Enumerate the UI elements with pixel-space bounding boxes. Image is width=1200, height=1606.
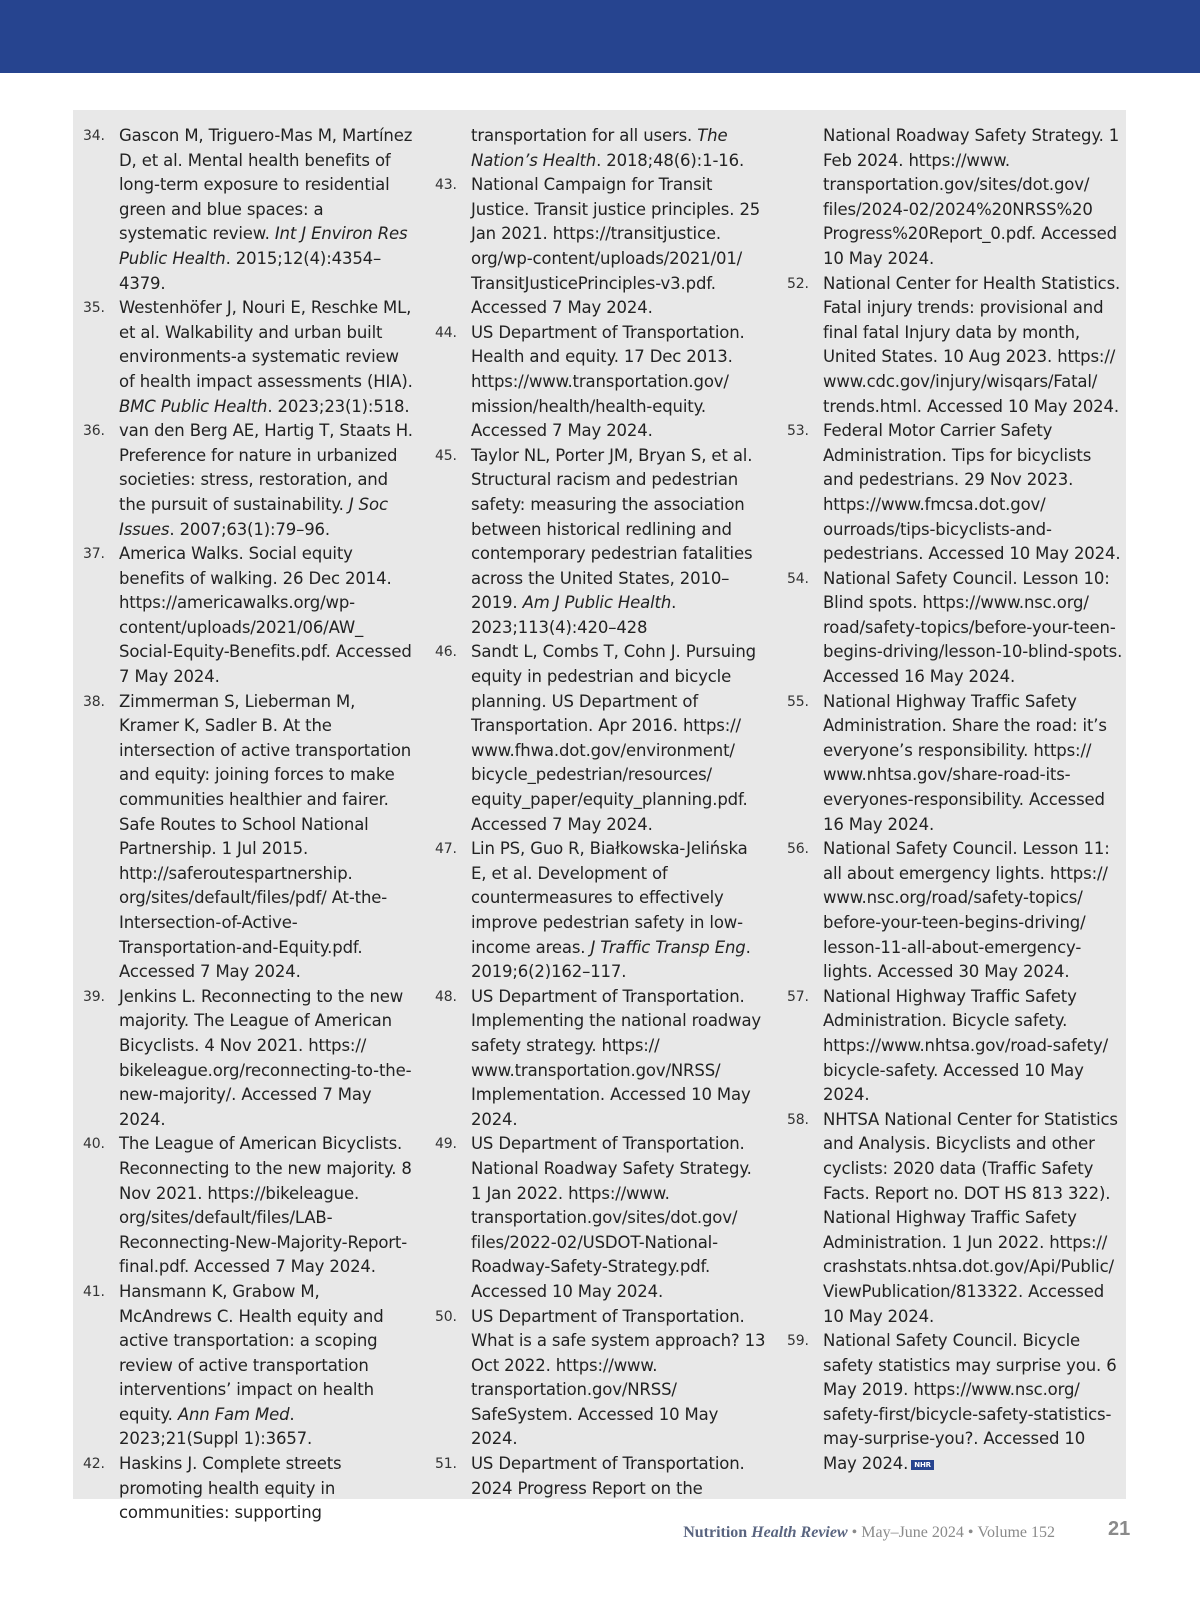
- reference-text-part: Hansmann K, Grabow M, McAndrews C. Health equity and active transportation: a scoping review of active transportation interventions’ impact on health equity.: [119, 1281, 384, 1424]
- reference-number: 55.: [787, 693, 809, 710]
- reference-text: [823, 690, 1123, 838]
- references-panel: [73, 110, 1126, 1523]
- reference-text-part: US Department of Transportation. Implementing the national roadway safety strategy. https:// www.transportation.gov/NRSS/ Implementation. Accessed 10 May 2024.: [471, 986, 762, 1129]
- reference-text-part: Sandt L, Combs T, Cohn J. Pursuing equity in pedestrian and bicycle planning. US Department of Transportation. Apr 2016. https:// www.fhwa.dot.gov/environment/ bicycle_pedestrian/resources/ equity_paper/equity_planning.pdf. Accessed 7 May 2024.: [471, 642, 756, 834]
- reference-number: 54.: [787, 570, 809, 587]
- reference-text-part: Gascon M, Triguero-Mas M, Martínez D, et al. Mental health benefits of long-term exposure to residential green and blue spaces: a systematic review.: [119, 126, 413, 244]
- reference-text-part: America Walks. Social equity benefits of walking. 26 Dec 2014. https://americawalks.org/wp-content/uploads/2021/06/AW_ Social-Equity-Benefits.pdf. Accessed 7 May 2024.: [119, 544, 412, 687]
- reference-text-part: US Department of Transportation. National Roadway Safety Strategy. 1 Jan 2022. https://www. transportation.gov/sites/dot.gov/ files/2022-02/USDOT-National-Roadway-Safety-Strategy.pdf. Accessed 10 May 2024.: [471, 1134, 752, 1301]
- reference-text: [471, 985, 767, 1133]
- reference-text: [119, 124, 415, 296]
- journal-name: The Nation’s Health: [471, 126, 728, 170]
- reference-continuation: [787, 124, 1123, 272]
- reference-text: [119, 690, 415, 985]
- reference-text: [471, 444, 767, 641]
- reference-item: [787, 1329, 1123, 1477]
- reference-text: [823, 837, 1123, 985]
- reference-number: 56.: [787, 841, 809, 858]
- reference-item: [435, 444, 767, 641]
- header-color-band: [0, 0, 1200, 73]
- reference-text-part: US Department of Transportation. What is a safe system approach? 13 Oct 2022. https://www. transportation.gov/NRSS/ SafeSystem. Accessed 10 May 2024.: [471, 1306, 766, 1449]
- reference-text-part: National Safety Council. Bicycle safety statistics may surprise you. 6 May 2019. https://www.nsc.org/ safety-first/bicycle-safety-statistics-may-surprise-you?. Accessed 10 May 2024.: [823, 1331, 1117, 1474]
- reference-text: [471, 173, 767, 321]
- journal-title: [683, 1524, 847, 1541]
- reference-item: [83, 985, 415, 1133]
- reference-number: 40.: [83, 1136, 105, 1153]
- reference-text: [823, 567, 1123, 690]
- reference-text: [823, 1108, 1123, 1329]
- reference-item: [83, 542, 415, 690]
- journal-name: Am J Public Health: [522, 593, 672, 613]
- journal-title-prefix: Nutrition: [683, 1524, 748, 1541]
- reference-text: [119, 542, 415, 690]
- reference-text: [471, 837, 767, 985]
- reference-number: 36.: [83, 423, 105, 440]
- reference-number: 46.: [435, 644, 457, 661]
- reference-item: [83, 124, 415, 296]
- reference-number: 59.: [787, 1333, 809, 1350]
- reference-text-part: transportation for all users.: [471, 126, 698, 145]
- footer-separator: •: [967, 1524, 974, 1541]
- reference-item: [435, 1132, 767, 1304]
- reference-text-part: Westenhöfer J, Nouri E, Reschke ML, et al. Walkability and urban built environments-a systematic review of health impact assessments (HIA).: [119, 298, 413, 391]
- page-footer: [0, 1524, 1055, 1542]
- reference-number: 58.: [787, 1111, 809, 1128]
- reference-item: [787, 985, 1123, 1108]
- reference-item: [435, 1452, 767, 1501]
- reference-item: [435, 321, 767, 444]
- reference-item: [83, 296, 415, 419]
- reference-text-part: Jenkins L. Reconnecting to the new majority. The League of American Bicyclists. 4 Nov 2021. https:// bikeleague.org/reconnecting-to-the-new-majority/. Accessed 7 May 2024.: [119, 986, 412, 1129]
- reference-number: 34.: [83, 128, 105, 144]
- reference-number: 53.: [787, 423, 809, 440]
- reference-text: [119, 1132, 415, 1280]
- reference-item: [83, 419, 415, 542]
- reference-item: [787, 272, 1123, 420]
- reference-text-part: National Safety Council. Lesson 11: all about emergency lights. https:// www.nsc.org/road/safety-topics/ before-your-teen-begins-driving/ lesson-11-all-about-emergency-lights. Accessed 30 May 2024.: [823, 839, 1110, 982]
- reference-number: 37.: [83, 546, 105, 563]
- reference-item: [83, 1452, 415, 1526]
- reference-text-part: Haskins J. Complete streets promoting health equity in communities: supporting: [119, 1454, 342, 1523]
- reference-text: [471, 640, 767, 837]
- reference-item: [435, 640, 767, 837]
- reference-text-part: . 2015;12(4):4354–4379.: [119, 248, 382, 293]
- reference-item: [435, 837, 767, 985]
- reference-number: 41.: [83, 1283, 105, 1300]
- reference-text-part: US Department of Transportation. Health and equity. 17 Dec 2013. https://www.transportation.gov/ mission/health/health-equity. Accessed 7 May 2024.: [471, 322, 745, 441]
- reference-text: [823, 1329, 1123, 1477]
- reference-text: [471, 1452, 767, 1501]
- reference-text-part: . 2018;48(6):1-16.: [596, 150, 745, 170]
- reference-text: [119, 296, 415, 419]
- reference-text: [471, 1132, 767, 1304]
- reference-item: [83, 1280, 415, 1452]
- reference-number: 50.: [435, 1308, 457, 1325]
- reference-text: [119, 1452, 415, 1526]
- reference-text-part: Federal Motor Carrier Safety Administration. Tips for bicyclists and pedestrians. 29 Nov 2023. https://www.fmcsa.dot.gov/ ourroads/tips-bicyclists-and-pedestrians. Accessed 10 May 2024.: [823, 421, 1121, 564]
- reference-number: 51.: [435, 1456, 457, 1473]
- reference-text: [823, 419, 1123, 567]
- reference-number: 45.: [435, 447, 457, 464]
- volume-number: Volume 152: [977, 1524, 1055, 1541]
- reference-text: [823, 272, 1123, 420]
- reference-number: 42.: [83, 1456, 105, 1473]
- reference-item: [435, 1305, 767, 1453]
- reference-item: [435, 173, 767, 321]
- reference-number: 43.: [435, 177, 457, 194]
- reference-text-part: van den Berg AE, Hartig T, Staats H. Preference for nature in urbanized societies: stress, restoration, and the pursuit of sustainability.: [119, 421, 413, 514]
- reference-number: 52.: [787, 275, 809, 292]
- reference-item: [83, 690, 415, 985]
- reference-text: [471, 321, 767, 444]
- journal-name: Int J Environ Res Public Health: [119, 224, 408, 268]
- reference-item: [83, 1132, 415, 1280]
- reference-text-part: The League of American Bicyclists. Reconnecting to the new majority. 8 Nov 2021. https://bikeleague. org/sites/default/files/LAB-Reconnecting-New-Majority-Report-final.pdf. Accessed 7 May 2024.: [119, 1134, 412, 1277]
- journal-name: J Traffic Transp Eng: [590, 937, 746, 957]
- reference-text-part: National Campaign for Transit Justice. Transit justice principles. 25 Jan 2021. https://transitjustice. org/wp-content/uploads/2021/01/ TransitJusticePrinciples-v3.pdf. Accessed 7 May 2024.: [471, 175, 761, 318]
- reference-text-part: NHTSA National Center for Statistics and Analysis. Bicyclists and other cyclists: 2020 data (Traffic Safety Facts. Report no. DOT HS 813 322). National Highway Traffic Safety Administration. 1 Jun 2022. https:// crashstats.nhtsa.dot.gov/Api/Public/ ViewPublication/813322. Accessed 10 May 2024.: [823, 1109, 1118, 1326]
- references-column: [787, 124, 1123, 1477]
- reference-continuation: [435, 124, 767, 173]
- reference-item: [787, 419, 1123, 567]
- reference-text: [119, 419, 415, 542]
- reference-text-part: . 2007;63(1):79–96.: [169, 519, 330, 539]
- reference-item: [787, 837, 1123, 985]
- reference-number: 48.: [435, 988, 457, 1005]
- reference-number: 39.: [83, 988, 105, 1005]
- reference-text-part: National Highway Traffic Safety Administration. Bicycle safety. https://www.nhtsa.gov/road-safety/ bicycle-safety. Accessed 10 May 2024.: [823, 986, 1109, 1105]
- reference-text-part: National Center for Health Statistics. Fatal injury trends: provisional and final fatal Injury data by month, United States. 10 Aug 2023. https:// www.cdc.gov/injury/wisqars/Fatal/ trends.html. Accessed 10 May 2024.: [823, 273, 1121, 416]
- reference-text-part: . 2023;23(1):518.: [267, 396, 410, 416]
- reference-text: [471, 1305, 767, 1453]
- reference-text-part: Zimmerman S, Lieberman M, Kramer K, Sadler B. At the intersection of active transportation and equity: joining forces to make communities healthier and fairer. Safe Routes to School National Partnership. 1 Jul 2015. http://saferoutespartnership. org/sites/default/files/pdf/ At-the-Intersection-of-Active-Transportation-and-Equity.pdf. Accessed 7 May 2024.: [119, 691, 412, 982]
- reference-text: [119, 1280, 415, 1452]
- reference-text-part: . 2019;6(2)162–117.: [471, 937, 751, 982]
- reference-item: [787, 567, 1123, 690]
- issue-date: May–June 2024: [861, 1524, 964, 1541]
- reference-number: 47.: [435, 841, 457, 858]
- reference-number: 57.: [787, 988, 809, 1005]
- reference-text-part: Lin PS, Guo R, Białkowska-Jelińska E, et al. Development of countermeasures to effectively improve pedestrian safety in low-income areas.: [471, 839, 748, 957]
- reference-item: [787, 690, 1123, 838]
- footer-separator: •: [851, 1524, 858, 1541]
- reference-text-part: . 2023;113(4):420–428: [471, 593, 677, 637]
- journal-name: J Soc Issues: [119, 494, 388, 539]
- reference-text: [823, 985, 1123, 1108]
- reference-text-part: National Highway Traffic Safety Administration. Share the road: it’s everyone’s responsibility. https:// www.nhtsa.gov/share-road-its-everyones-responsibility. Accessed 16 May 2024.: [823, 691, 1107, 834]
- references-column: [435, 124, 767, 1501]
- journal-name: Ann Fam Med: [177, 1404, 290, 1424]
- references-column: [83, 124, 415, 1526]
- reference-text-part: . 2023;21(Suppl 1):3657.: [119, 1404, 313, 1449]
- reference-text: [119, 985, 415, 1133]
- reference-number: 44.: [435, 324, 457, 341]
- journal-title-emphasis: Health Review: [751, 1524, 848, 1541]
- reference-number: 38.: [83, 693, 105, 710]
- reference-text-part: Taylor NL, Porter JM, Bryan S, et al. Structural racism and pedestrian safety: measuring the association between historical redlining and contemporary pedestrian fatalities across the United States, 2010–2019.: [471, 445, 753, 613]
- reference-item: [435, 985, 767, 1133]
- reference-text-part: National Safety Council. Lesson 10: Blind spots. https://www.nsc.org/ road/safety-topics/before-your-teen-begins-driving/lesson-10-blind-spots. Accessed 16 May 2024.: [823, 568, 1123, 687]
- journal-name: BMC Public Health: [119, 396, 268, 416]
- reference-text-part: US Department of Transportation. 2024 Progress Report on the: [471, 1454, 745, 1498]
- page-number: 21: [1108, 1518, 1131, 1540]
- reference-number: 35.: [83, 300, 105, 317]
- reference-text-part: National Roadway Safety Strategy. 1 Feb 2024. https://www. transportation.gov/sites/dot.gov/ files/2024-02/2024%20NRSS%20 Progress%20Report_0.pdf. Accessed 10 May 2024.: [823, 126, 1120, 268]
- reference-item: [787, 1108, 1123, 1329]
- reference-number: 49.: [435, 1136, 457, 1153]
- end-of-article-mark: NHR: [911, 1460, 934, 1470]
